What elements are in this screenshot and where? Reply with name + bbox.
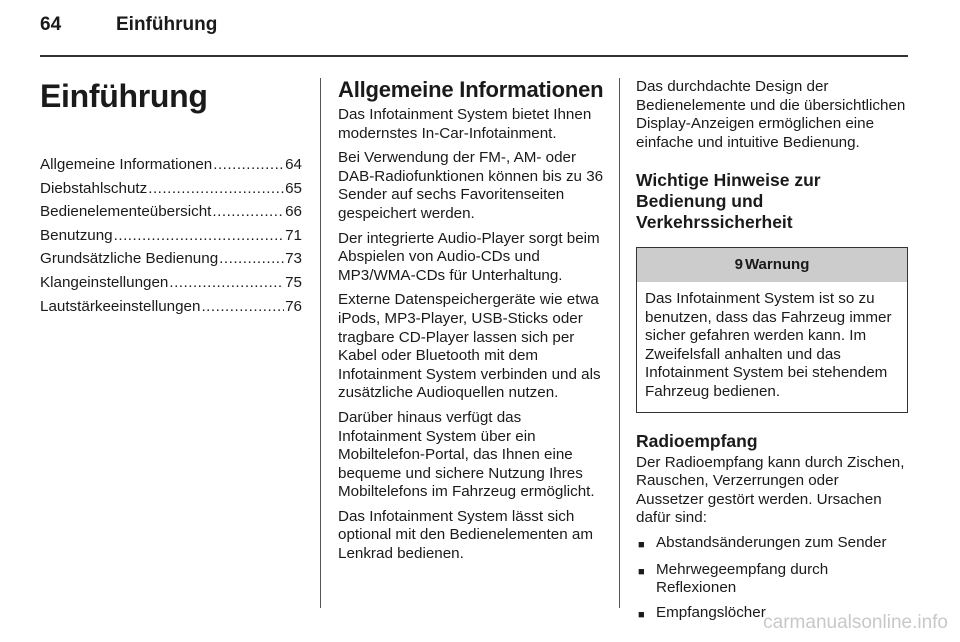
warning-label: Warnung bbox=[744, 256, 810, 274]
toc-entry-page[interactable]: 75 bbox=[285, 273, 302, 291]
bullet-square-icon: ■ bbox=[638, 608, 645, 621]
paragraph: Darüber hinaus verfügt das Infotainment System über ein Mobiltelefon-Portal, das Ihnen eine bequeme und sichere Nutzung Ihres Mobiltelefons im Fahrzeug ermöglicht. bbox=[338, 408, 595, 501]
page-number: 64 bbox=[40, 14, 62, 35]
toc-entry-label[interactable]: Diebstahlschutz bbox=[40, 179, 148, 197]
toc-entry-page[interactable]: 76 bbox=[285, 297, 302, 315]
paragraph: Bei Verwendung der FM-, AM- oder DAB-Radiofunktionen können bis zu 36 Sender auf sechs Favoritenseiten gespeichert werden. bbox=[338, 149, 604, 222]
toc-entry[interactable] bbox=[40, 156, 302, 175]
toc-entry-page[interactable]: 64 bbox=[285, 156, 302, 173]
toc-entry-label[interactable]: Allgemeine Informationen bbox=[40, 156, 213, 173]
toc-entry[interactable] bbox=[40, 203, 302, 222]
toc-entry-label[interactable]: Bedienelementeübersicht bbox=[40, 203, 212, 221]
header-rule bbox=[40, 55, 908, 57]
toc-leader-dots bbox=[219, 250, 284, 269]
bullet-square-icon: ■ bbox=[638, 565, 645, 578]
toc-entry-label[interactable]: Klangeinstellungen bbox=[40, 273, 169, 291]
paragraph: Externe Datenspeichergeräte wie etwa iPods, MP3-Player, USB-Sticks oder tragbare CD-Player lassen sich per Kabel oder Bluetooth mit dem Infotainment System verbinden und als zusätzliche Audioquellen nutzen. bbox=[338, 291, 601, 402]
general-info-heading: Allgemeine Informationen bbox=[338, 77, 604, 102]
header-title: Einführung bbox=[116, 14, 218, 35]
toc-column bbox=[40, 78, 302, 321]
list-item: ■ Empfangslöcher bbox=[636, 604, 908, 625]
toc-entry[interactable] bbox=[40, 250, 302, 269]
paragraph: Der integrierte Audio-Player sorgt beim Abspielen von Audio-CDs und MP3/WMA-CDs für Unterhaltung. bbox=[338, 229, 600, 284]
warning-header bbox=[637, 248, 907, 282]
paragraph: Das Infotainment System bietet Ihnen modernstes In-Car-Infotainment. bbox=[338, 106, 592, 142]
radio-heading: Radioempfang bbox=[636, 430, 758, 451]
warning-text: Das Infotainment System ist so zu benutzen, dass das Fahrzeug immer sicher gefahren werden kann. Im Zweifelsfall anhalten und das Infotainment System bei stehendem Fahrzeug bedienen. bbox=[645, 289, 892, 400]
page-header bbox=[40, 14, 217, 36]
warning-box bbox=[636, 247, 908, 412]
toc-entry-label[interactable]: Grundsätzliche Bedienung bbox=[40, 250, 219, 268]
toc-list bbox=[40, 156, 302, 316]
toc-entry[interactable] bbox=[40, 227, 302, 246]
toc-leader-dots bbox=[169, 274, 284, 293]
toc-entry-page[interactable]: 66 bbox=[285, 203, 302, 221]
toc-entry[interactable] bbox=[40, 298, 302, 317]
toc-leader-dots bbox=[201, 298, 284, 317]
general-info-column bbox=[338, 78, 604, 570]
design-paragraph: Das durchdachte Design der Bedienelemente und die übersichtlichen Display-Anzeigen ermöglichen eine einfache und intuitive Bedienung. bbox=[636, 78, 906, 151]
toc-entry-page[interactable]: 71 bbox=[285, 226, 302, 244]
safety-column bbox=[636, 78, 908, 630]
bullet-square-icon: ■ bbox=[638, 538, 645, 551]
chapter-title: Einführung bbox=[40, 78, 208, 114]
toc-entry-page[interactable]: 65 bbox=[285, 179, 302, 197]
warning-triangle-icon: 9 bbox=[734, 256, 743, 274]
toc-entry-label[interactable]: Benutzung bbox=[40, 226, 113, 244]
paragraph: Das Infotainment System lässt sich optional mit den Bedienelementen am Lenkrad bedienen. bbox=[338, 507, 593, 563]
toc-entry[interactable] bbox=[40, 180, 302, 199]
toc-entry[interactable] bbox=[40, 274, 302, 293]
toc-entry-page[interactable]: 73 bbox=[285, 250, 302, 268]
toc-leader-dots bbox=[114, 227, 284, 246]
watermark: carmanualsonline.info bbox=[763, 612, 948, 633]
toc-leader-dots bbox=[212, 203, 284, 222]
list-item: ■ Mehrwegeempfang durch Reflexionen bbox=[638, 560, 829, 597]
safety-heading: Wichtige Hinweise zur Bedienung und Verkehrssicherheit bbox=[636, 170, 821, 233]
column-divider-2 bbox=[619, 78, 620, 608]
radio-intro: Der Radioempfang kann durch Zischen, Rauschen, Verzerrungen oder Aussetzer gestört werden. Ursachen dafür sind: bbox=[636, 453, 905, 527]
toc-entry-label[interactable]: Lautstärkeeinstellungen bbox=[40, 297, 201, 315]
toc-leader-dots bbox=[148, 180, 284, 199]
column-divider-1 bbox=[320, 78, 321, 608]
list-item: ■ Abstandsänderungen zum Sender bbox=[636, 534, 908, 555]
toc-leader-dots bbox=[213, 156, 284, 175]
